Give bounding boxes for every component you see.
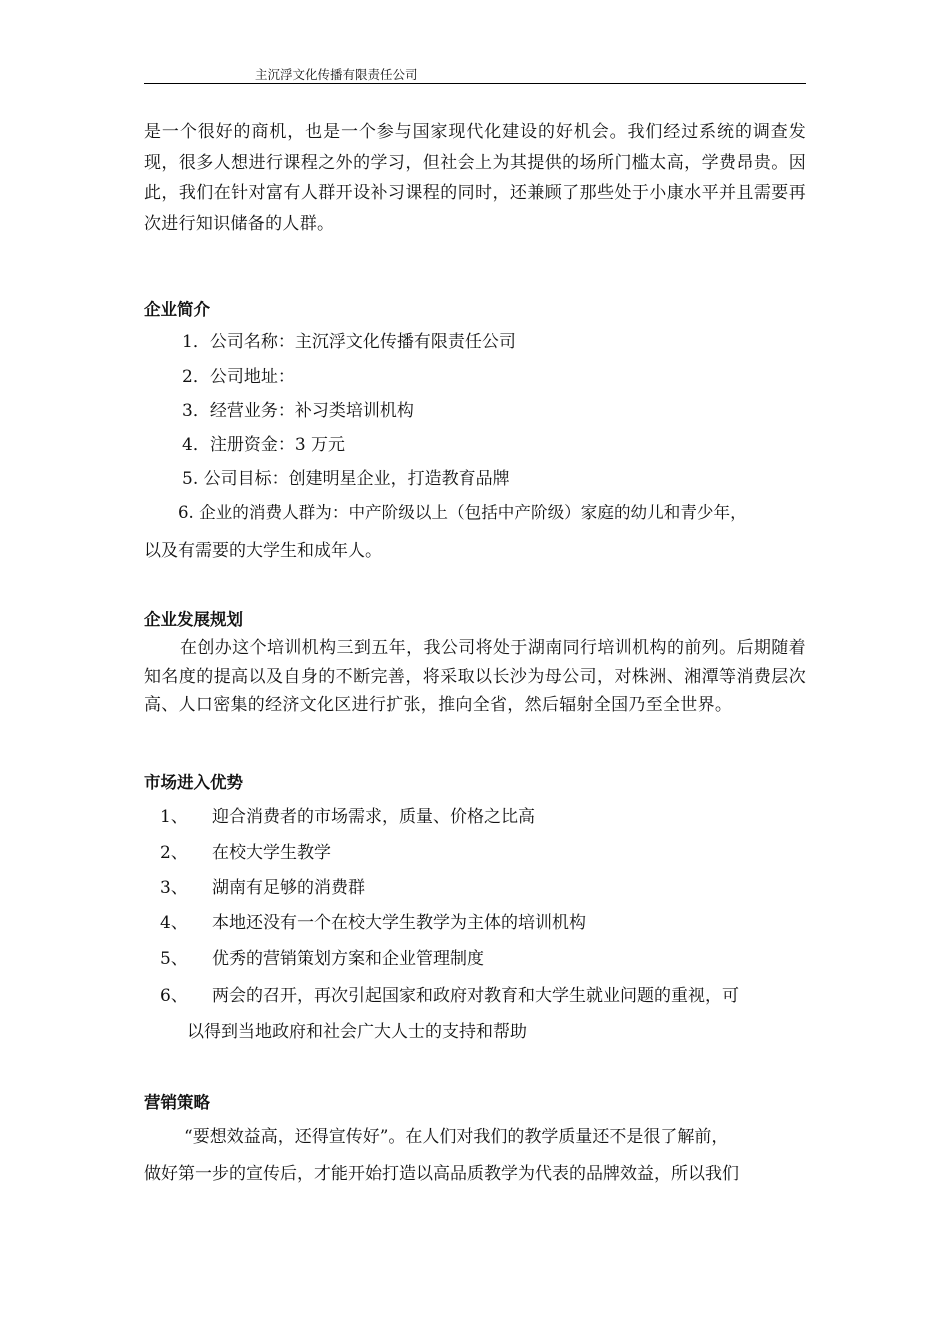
section-heading-advantages: 市场进入优势 bbox=[144, 773, 243, 792]
advantage-number-2: 2、 bbox=[160, 843, 188, 863]
profile-item-4: 4．注册资金：3 万元 bbox=[182, 435, 346, 455]
page-header bbox=[144, 64, 806, 84]
advantage-text-2: 在校大学生教学 bbox=[212, 843, 331, 863]
marketing-line-1: “要想效益高，还得宣传好”。在人们对我们的教学质量还不是很了解前， bbox=[184, 1127, 729, 1147]
advantage-number-4: 4、 bbox=[160, 913, 188, 933]
profile-item-6-continued: 以及有需要的大学生和成年人。 bbox=[144, 541, 382, 561]
profile-item-6: 6. 企业的消费人群为：中产阶级以上（包括中产阶级）家庭的幼儿和青少年， bbox=[178, 503, 747, 522]
advantage-text-3: 湖南有足够的消费群 bbox=[212, 878, 365, 898]
section-heading-plan: 企业发展规划 bbox=[144, 610, 243, 629]
advantage-text-5: 优秀的营销策划方案和企业管理制度 bbox=[212, 949, 484, 969]
marketing-line-2: 做好第一步的宣传后，才能开始打造以高品质教学为代表的品牌效益，所以我们 bbox=[144, 1164, 739, 1184]
section-heading-profile: 企业简介 bbox=[144, 300, 210, 319]
section-heading-marketing: 营销策略 bbox=[144, 1093, 210, 1112]
profile-item-2: 2．公司地址： bbox=[182, 367, 295, 387]
intro-paragraph: 是一个很好的商机，也是一个参与国家现代化建设的好机会。我们经过系统的调查发现，很多人想进行课程之外的学习，但社会上为其提供的场所门槛太高，学费昂贵。因此，我们在针对富有人群开设补习课程的同时，还兼顾了那些处于小康水平并且需要再次进行知识储备的人群。 bbox=[144, 122, 806, 234]
advantage-number-6: 6、 bbox=[160, 986, 188, 1006]
advantage-number-5: 5、 bbox=[160, 949, 188, 969]
profile-item-1: 1．公司名称：主沉浮文化传播有限责任公司 bbox=[182, 332, 516, 352]
plan-paragraph: 在创办这个培训机构三到五年，我公司将处于湖南同行培训机构的前列。后期随着知名度的提高以及自身的不断完善，将采取以长沙为母公司，对株洲、湘潭等消费层次高、人口密集的经济文化区进行扩张，推向全省，然后辐射全国乃至全世界。 bbox=[144, 638, 806, 715]
advantage-text-6: 两会的召开，再次引起国家和政府对教育和大学生就业问题的重视，可 bbox=[212, 986, 739, 1006]
profile-item-5: 5. 公司目标：创建明星企业，打造教育品牌 bbox=[182, 469, 510, 489]
advantage-text-6-continued: 以得到当地政府和社会广大人士的支持和帮助 bbox=[187, 1022, 527, 1042]
profile-item-3: 3．经营业务：补习类培训机构 bbox=[182, 401, 414, 421]
header-company-name: 主沉浮文化传播有限责任公司 bbox=[255, 67, 418, 82]
advantage-text-1: 迎合消费者的市场需求，质量、价格之比高 bbox=[212, 807, 535, 827]
advantage-number-1: 1、 bbox=[160, 807, 188, 827]
advantage-number-3: 3、 bbox=[160, 878, 188, 898]
advantage-text-4: 本地还没有一个在校大学生教学为主体的培训机构 bbox=[212, 913, 586, 933]
